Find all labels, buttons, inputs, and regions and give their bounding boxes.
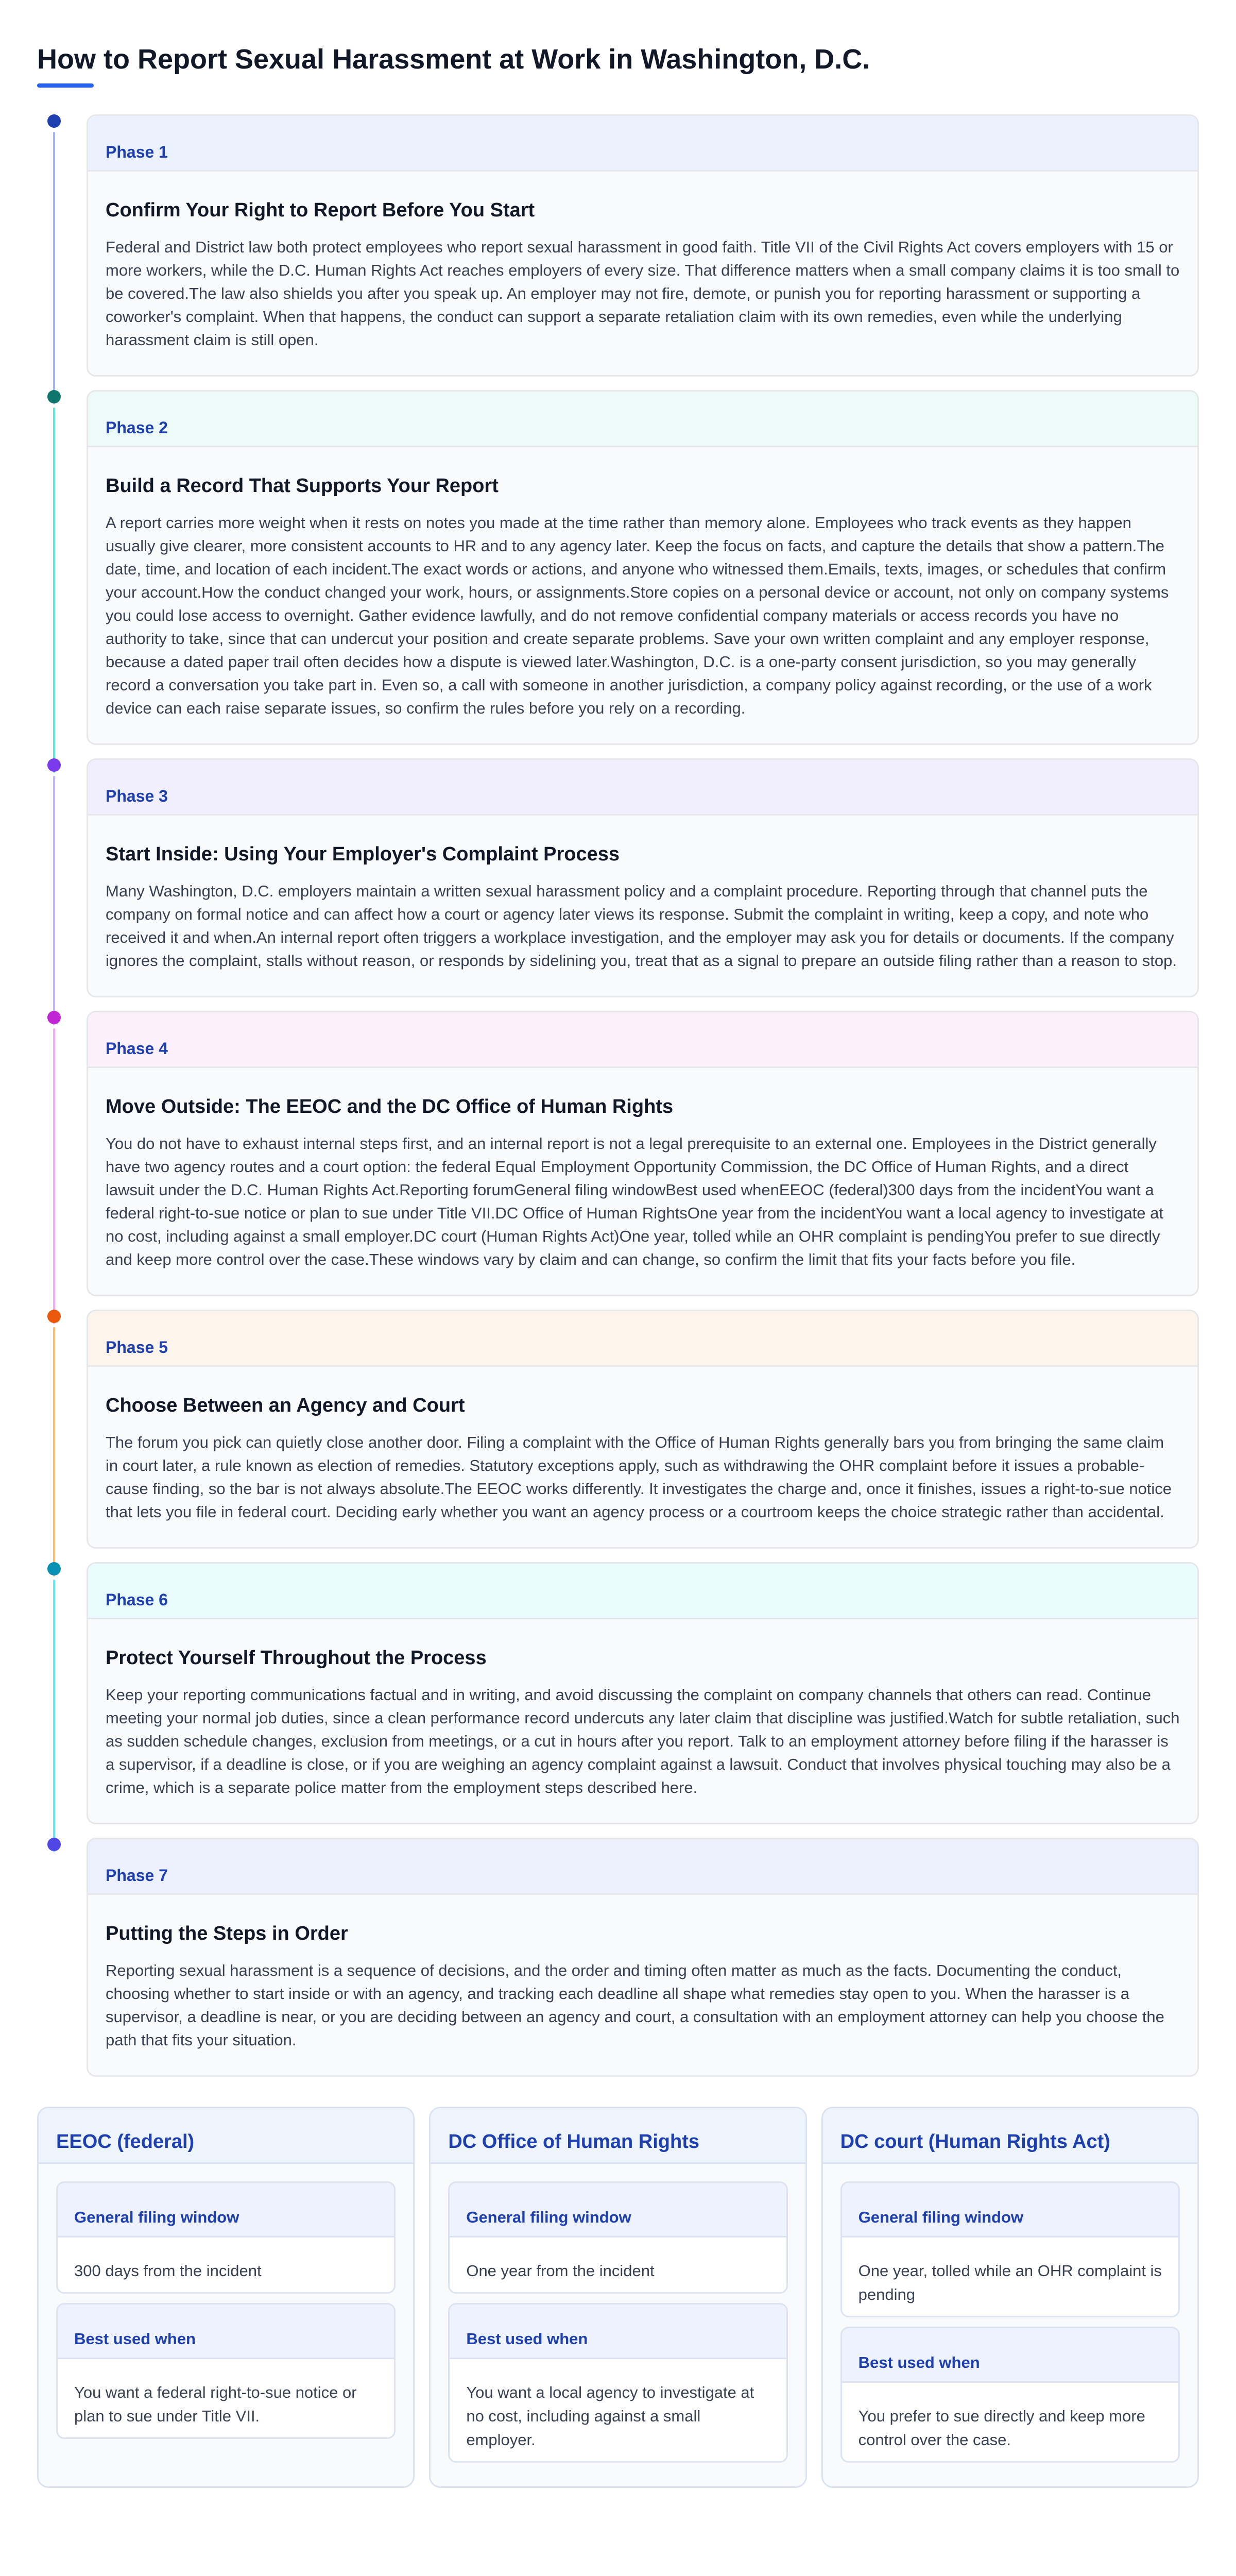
timeline-line [53, 1327, 55, 1577]
phase-item [37, 758, 1199, 997]
timeline-dot [47, 114, 61, 128]
forum-card-body [431, 2164, 805, 2488]
forum-card-header [39, 2108, 413, 2164]
forum-detail-value: You prefer to sue directly and keep more control over the case. [858, 2407, 1145, 2449]
phase-label: Phase 1 [106, 143, 168, 161]
phase-item [37, 1562, 1199, 1824]
forum-detail-value: One year from the incident [466, 2262, 655, 2280]
phase-text: Reporting sexual harassment is a sequence of decisions, and the order and timing often matter as much as the facts. Documenting the conduct, choosing whether to start inside or with an agency, and tracking each deadline all shape what remedies stay open to you. When the harasser is a supervisor, a deadline is near, or you are deciding between an agency and court, a consultation with an employment attorney can help you choose the path that fits your situation. [106, 1961, 1164, 2049]
forum-detail [448, 2181, 787, 2294]
phase-card [87, 114, 1199, 377]
forum-card-body [39, 2164, 413, 2466]
phase-label: Phase 5 [106, 1338, 168, 1357]
forum-detail-label: General filing window [858, 2208, 1024, 2226]
forum-title: DC Office of Human Rights [448, 2131, 700, 2153]
timeline-dot [47, 1310, 61, 1323]
phase-card-header [88, 1839, 1197, 1895]
phase-label: Phase 7 [106, 1866, 168, 1885]
phase-heading: Confirm Your Right to Report Before You Start [106, 199, 535, 221]
forum-detail [56, 2303, 396, 2439]
phase-card [87, 390, 1199, 745]
phase-label: Phase 2 [106, 418, 168, 437]
forum-detail-header [58, 2304, 394, 2359]
phase-card [87, 1562, 1199, 1824]
title-underline [37, 83, 94, 88]
forum-detail-label: General filing window [74, 2208, 239, 2226]
forum-detail [840, 2181, 1180, 2317]
forum-detail-label: General filing window [466, 2208, 631, 2226]
phase-heading: Choose Between an Agency and Court [106, 1395, 465, 1416]
timeline-dot [47, 1838, 61, 1851]
phase-card-header [88, 1012, 1197, 1068]
forum-card [429, 2107, 806, 2488]
forum-card-header [431, 2108, 805, 2164]
phase-card-body [88, 172, 1197, 375]
forum-card [821, 2107, 1199, 2488]
phase-timeline [37, 114, 1199, 2077]
page-title: How to Report Sexual Harassment at Work in Washington, D.C. [37, 44, 870, 75]
phase-card-header [88, 116, 1197, 172]
phase-card [87, 1011, 1199, 1296]
forum-detail-value: 300 days from the incident [74, 2262, 262, 2280]
forum-detail [840, 2327, 1180, 2463]
timeline-dot [47, 390, 61, 403]
forum-detail-label: Best used when [74, 2330, 196, 2348]
phase-card [87, 758, 1199, 997]
forum-detail-header [450, 2304, 786, 2359]
phase-card-header [88, 1311, 1197, 1367]
forum-title: EEOC (federal) [56, 2131, 195, 2153]
phase-heading: Protect Yourself Throughout the Process [106, 1647, 487, 1669]
phase-label: Phase 6 [106, 1590, 168, 1609]
phase-card-body [88, 1068, 1197, 1295]
forum-detail-value: You want a local agency to investigate at no cost, including against a small employer. [466, 2383, 754, 2449]
phase-text: A report carries more weight when it rests on notes you made at the time rather than memory alone. Employees who track events as they happen usually give clearer, more consistent accounts to HR and to any agency later. Keep the focus on facts, and capture the details that show a pattern.The date, time, and location of each incident.The exact words or actions, and anyone who witnessed them.Emails, texts, images, or schedules that confirm your account.How the conduct changed your work, hours, or assignments.Store copies on a personal device or account, not only on company systems you could lose access to overnight. Gather evidence lawfully, and do not remove confidential company materials or access records you have no authority to take, since that can undercut your position and create separate problems. Save your own written complaint and any employer response, because a dated paper trail often decides how a dispute is viewed later.Washington, D.C. is a one-party consent jurisdiction, so you may generally record a conversation you take part in. Even so, a call with someone in another jurisdiction, a company policy against recording, or the use of a work device can each raise separate issues, so confirm the rules before you rely on a recording. [106, 514, 1169, 717]
phase-item [37, 114, 1199, 377]
phase-card-header [88, 1564, 1197, 1619]
phase-label: Phase 3 [106, 787, 168, 805]
phase-heading: Move Outside: The EEOC and the DC Office of Human Rights [106, 1096, 674, 1117]
timeline-line [53, 132, 55, 404]
forum-detail-label: Best used when [466, 2330, 588, 2348]
forum-detail-value: You want a federal right-to-sue notice or plan to sue under Title VII. [74, 2383, 357, 2425]
forum-detail-header [58, 2183, 394, 2238]
phase-label: Phase 4 [106, 1039, 168, 1058]
forum-detail [56, 2181, 396, 2294]
forum-card-header [823, 2108, 1197, 2164]
phase-item [37, 1838, 1199, 2077]
phase-text: Many Washington, D.C. employers maintain a written sexual harassment policy and a complaint procedure. Reporting through that channel puts the company on formal notice and can affect how a court or agency later views its response. Submit the complaint in writing, keep a copy, and note who received it and when.An internal report often triggers a workplace investigation, and the employer may ask you for details or documents. If the company ignores the complaint, stalls without reason, or responds by sidelining you, treat that as a signal to prepare an outside filing rather than a reason to stop. [106, 882, 1177, 970]
phase-card [87, 1310, 1199, 1549]
phase-text: Keep your reporting communications factual and in writing, and avoid discussing the complaint on company channels that others can read. Continue meeting your normal job duties, since a clean performance record undercuts any later claim that discipline was justified.Watch for subtle retaliation, such as sudden schedule changes, exclusion from meetings, or a cut in hours after you report. Talk to an employment attorney before filing if the harasser is a supervisor, if a deadline is close, or if you are weighing an agency complaint against a lawsuit. Conduct that involves physical touching may also be a crime, which is a separate police matter from the employment steps described here. [106, 1686, 1180, 1797]
phase-text: You do not have to exhaust internal steps first, and an internal report is not a legal prerequisite to an external one. Employees in the District generally have two agency routes and a court option: the federal Equal Employment Opportunity Commission, the DC Office of Human Rights, and a direct lawsuit under the D.C. Human Rights Act.Reporting forumGeneral filing windowBest used whenEEOC (federal)300 days from the incidentYou want a federal right-to-sue notice or plan to sue under Title VII.DC Office of Human RightsOne year from the incidentYou want a local agency to investigate at no cost, including against a small employer.DC court (Human Rights Act)One year, tolled while an OHR complaint is pendingYou prefer to sue directly and keep more control over the case.These windows vary by claim and can change, so confirm the limit that fits your facts before you file. [106, 1134, 1164, 1268]
phase-card-body [88, 1367, 1197, 1547]
phase-card-body [88, 1895, 1197, 2075]
forum-card [37, 2107, 415, 2488]
timeline-line [53, 776, 55, 1025]
timeline-dot [47, 1011, 61, 1024]
forum-detail-value: One year, tolled while an OHR complaint is pending [858, 2262, 1162, 2303]
forum-card-body [823, 2164, 1197, 2488]
phase-item [37, 390, 1199, 745]
phase-heading: Build a Record That Supports Your Report [106, 475, 499, 497]
forum-detail-header [450, 2183, 786, 2238]
phase-card-body [88, 1619, 1197, 1823]
phase-card-body [88, 816, 1197, 996]
timeline-line [53, 1028, 55, 1324]
forum-detail [448, 2303, 787, 2463]
forum-title: DC court (Human Rights Act) [840, 2131, 1110, 2153]
phase-card [87, 1838, 1199, 2077]
phase-card-header [88, 392, 1197, 447]
forum-detail-header [842, 2183, 1178, 2238]
phase-item [37, 1011, 1199, 1296]
phase-heading: Start Inside: Using Your Employer's Complaint Process [106, 843, 620, 865]
forum-detail-label: Best used when [858, 2353, 980, 2371]
timeline-dot [47, 758, 61, 772]
forum-comparison-grid [37, 2107, 1199, 2488]
phase-item [37, 1310, 1199, 1549]
phase-text: Federal and District law both protect employees who report sexual harassment in good faith. Title VII of the Civil Rights Act covers employers with 15 or more workers, while the D.C. Human Rights Act reaches employers of every size. That difference matters when a small company claims it is too small to be covered.The law also shields you after you speak up. An employer may not fire, demote, or punish you for reporting harassment or supporting a coworker's complaint. When that happens, the conduct can support a separate retaliation claim with its own remedies, even while the underlying harassment claim is still open. [106, 238, 1180, 349]
phase-text: The forum you pick can quietly close another door. Filing a complaint with the Office of Human Rights generally bars you from bringing the same claim in court later, a rule known as election of remedies. Statutory exceptions apply, such as withdrawing the OHR complaint before it issues a probable-cause finding, so the bar is not always absolute.The EEOC works differently. It investigates the charge and, once it finishes, issues a right-to-sue notice that lets you file in federal court. Deciding early whether you want an agency process or a courtroom keeps the choice strategic rather than accidental. [106, 1433, 1172, 1521]
phase-card-body [88, 447, 1197, 743]
phase-card-header [88, 760, 1197, 816]
timeline-line [53, 408, 55, 773]
phase-heading: Putting the Steps in Order [106, 1923, 348, 1944]
forum-detail-header [842, 2328, 1178, 2383]
timeline-line [53, 1580, 55, 1852]
timeline-dot [47, 1562, 61, 1575]
